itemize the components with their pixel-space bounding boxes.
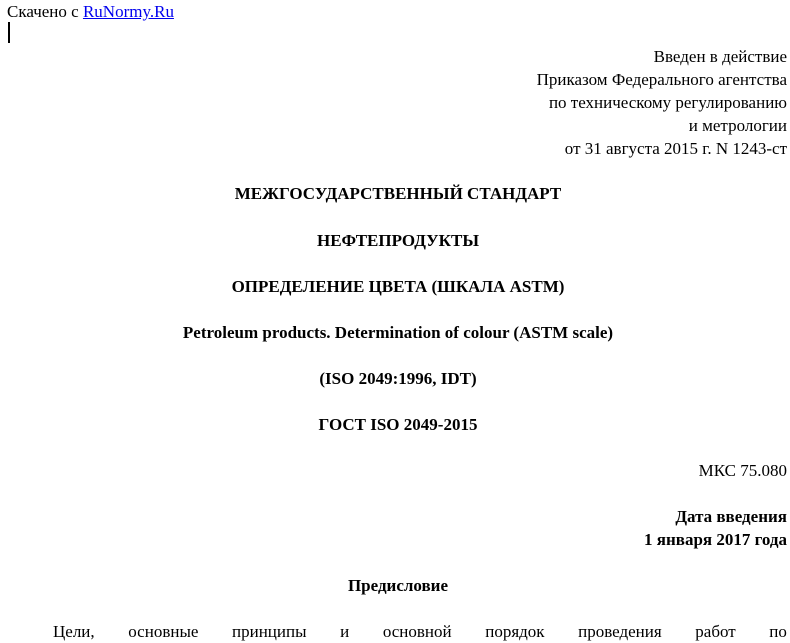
source-line — [7, 0, 174, 23]
approval-line: Приказом Федерального агентства — [536, 70, 787, 89]
runormy-link[interactable]: RuNormy.Ru — [82, 2, 174, 21]
preface-heading: Предисловие — [347, 576, 449, 595]
paragraph-word: основной — [382, 622, 452, 641]
standard-type-heading: МЕЖГОСУДАРСТВЕННЫЙ СТАНДАРТ — [234, 184, 562, 203]
paragraph-word: порядок — [485, 622, 545, 641]
preface-paragraph — [53, 620, 787, 643]
paragraph-word: основные — [128, 622, 199, 641]
paragraph-word: по — [769, 622, 787, 641]
approval-line: Введен в действие — [653, 47, 787, 66]
intro-date-label: Дата введения — [675, 507, 787, 526]
paragraph-word: принципы — [232, 622, 307, 641]
approval-line: и метрологии — [688, 116, 787, 135]
iso-reference: (ISO 2049:1996, IDT) — [319, 369, 477, 388]
paragraph-word: проведения — [578, 622, 662, 641]
subject-heading: НЕФТЕПРОДУКТЫ — [316, 231, 480, 250]
title-en-heading: Petroleum products. Determination of colour (ASTM scale) — [182, 323, 614, 342]
source-prefix: Скачено с — [7, 2, 79, 21]
intro-date-value: 1 января 2017 года — [644, 530, 787, 549]
approval-line: по техническому регулированию — [548, 93, 787, 112]
approval-block — [537, 45, 787, 160]
approval-line: от 31 августа 2015 г. N 1243-ст — [564, 139, 787, 158]
gost-designation: ГОСТ ISO 2049-2015 — [318, 415, 478, 434]
text-cursor — [8, 22, 10, 43]
paragraph-word: и — [340, 622, 350, 641]
title-ru-heading: ОПРЕДЕЛЕНИЕ ЦВЕТА (ШКАЛА ASTM) — [231, 277, 565, 296]
mks-code: МКС 75.080 — [698, 461, 787, 480]
paragraph-word: работ — [695, 622, 736, 641]
paragraph-word: Цели, — [53, 622, 95, 641]
